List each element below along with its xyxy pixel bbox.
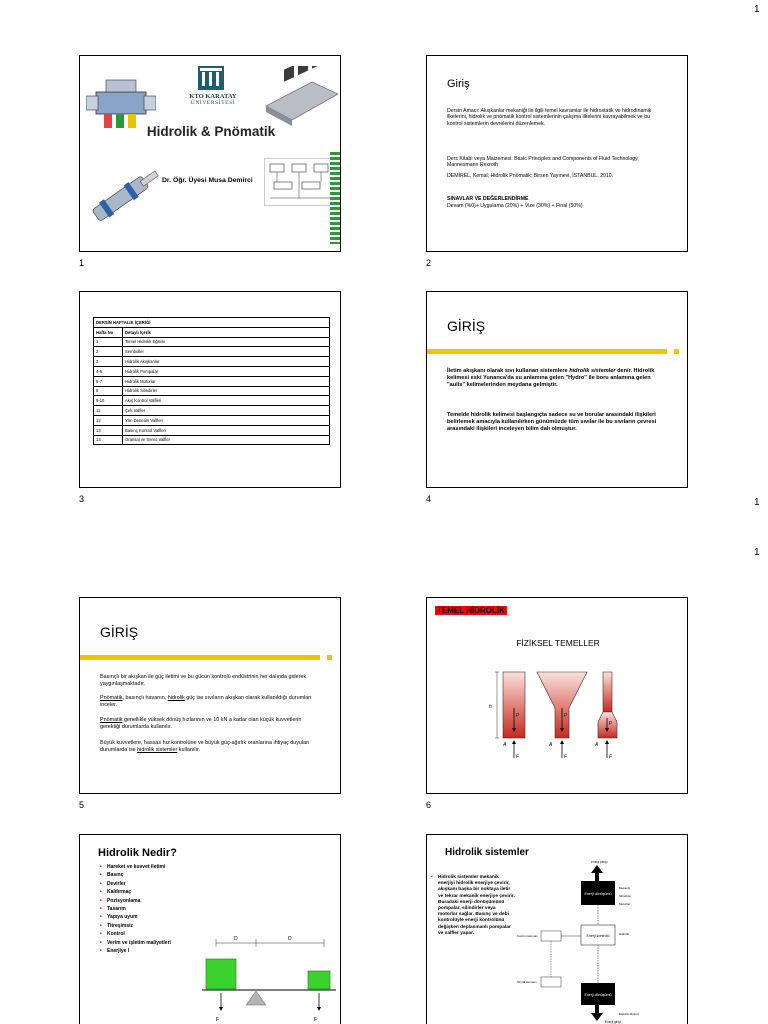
accent-dot [674,349,679,354]
paragraph-2: Pnömatik, basınçlı havanın, hidrolik güç ise sıvıların akışkan olarak kullanıldığı durumları inceler. [100,695,312,708]
list-item: • Basınç [100,871,220,879]
exam-text: Devam (%0)+ Uygulama (20%) + Vize (30%) + Final (50%) [447,203,583,209]
accent-bar [80,655,320,660]
slide-number: 3 [79,494,85,504]
force-label: F [516,754,520,760]
table-title: DERSİN HAFTALIK İÇERİĞİ [94,318,330,328]
pressure-label: p [516,712,519,718]
hydrostatic-paradox-figure [485,664,635,764]
pressure-label: p [609,720,612,726]
list-item: • Hidrolik sistemler mekanik enerjiyi hidrolik enerjiye çevirir, akışkanı başka bir noktaya iletir ve tekrar mekanik enerjiye çevirir. Buradaki enerji dönüşümünü pompalar, silindirler veya motorlar sağlar. Basınç ve debi kontrolüyle enerji kontrolünü değişken deplasmanlı pompalar ve valfler yapar. [431,875,515,937]
diagram-label: Enerji dönüşümü [584,993,612,997]
list-item: • Kontrol [100,930,220,938]
slide-number: 5 [79,800,85,810]
table-row: 13 Basınç Kontrol Valfleri [94,425,330,435]
accent-dot [327,655,332,660]
course-purpose: Dersin Amacı: Akışkanlar mekaniği ile ilgili temel kavramlar ile hidrostatik ve hidrodinamik ilkelerini, hidrolik ve pnömatik kontrol sistemlerinin çalışma ilkelerini kavrayabilmek ve bu kontrol sistemlerin devrelerini düzenlemek. [447,108,652,127]
slide-1[interactable] [79,55,341,252]
force-label: F [314,1017,318,1023]
force-label: F [216,1017,220,1023]
intro-paragraph-1: İletim akışkanı olarak sıvı kullanan sistemlere hidrolik sistemler denir. Hidrolik kelimesi eski Yunanca'da su anlamına gelen "Hydro" ile boru anlamına gelen "aulis" kelimelerinden meydana gelmiştir. [447,368,655,388]
circuit-diagram-image [264,158,336,206]
university-name-line1: KTO KARATAY [189,93,237,100]
table-row: 14 Oransal ve Servo Valfler [94,435,330,445]
paragraph-4: Büyük kuvvetlere, hassas hız kontrolüne ve büyük güç-ağırlık oranlarına ihtiyaç duyulan durumlarda ise hidrolik sistemler kullanılır. [100,740,310,753]
diagram-label: Elektrik Motoru [619,1012,640,1016]
diagram-label: Enerji kontrolü [586,934,610,938]
diagram-label: Enerji çıkışı [591,861,608,864]
list-item: • Titreşimsiz [100,922,220,930]
diagram-label: Hidrolik [619,932,630,936]
list-item: • Yapıya uyum [100,913,220,921]
slide-title: Hidrolik Nedir? [98,847,177,859]
university-name-line2: ÜNİVERSİTESİ [190,100,236,106]
slide-title: Giriş [447,78,470,90]
table-row: 12 Yön Denetim Valfleri [94,415,330,425]
distance-label: D [234,936,238,942]
slide-number: 6 [426,800,432,810]
cylinder-image [86,156,166,236]
list-item: • Tasarım [100,905,220,913]
table-row: 8 Hidrolik Silindirler [94,386,330,396]
weekly-content-table [93,317,330,445]
distance-label: D [288,936,292,942]
area-label: A [503,742,507,748]
slide-number: 2 [426,258,432,268]
table-row: 2 Semboller [94,347,330,357]
list-item: • Devirler [100,880,220,888]
diagram-label: Mekanik [619,886,631,890]
lever-figure [200,933,340,1024]
slide-title: Hidrolik & Pnömatik [146,124,276,139]
slide-title: Hidrolik sistemler [445,847,529,858]
slide-6[interactable] [426,597,688,794]
diagram-label: Enerji girişi [605,1020,621,1024]
list-item: • Pozisyonlama [100,897,220,905]
table-header: Detaylı İçerik [123,327,330,337]
accent-bar [427,349,667,354]
slide-number: 4 [426,494,432,504]
paragraph-3: Pnömatik genellikle yüksek dönüş hızlarının ve 10 kN a kadar olan küçük kuvvetlerin gerektiği durumlarda kullanılır. [100,717,302,730]
slide-2[interactable] [426,55,688,252]
section-tag: TEMEL HİDROLİK [437,606,505,615]
table-row: 3 Hidrolik Akışkanlar [94,357,330,367]
description-list [431,875,515,937]
decorative-stripe [330,152,340,244]
corner-mark: 1 [754,4,760,15]
slide-7[interactable] [79,834,341,1024]
paragraph-1: Basınçlı bir akışkan ile güç iletimi ve bu gücün kontrolü endüstrinin her dalında giderek yaygınlaşmaktadır. [100,674,307,687]
diagram-label: Enerji dönüşümü [584,892,612,896]
height-label: h [489,704,492,710]
table-row: 1 Temel Hidrolik Eğitimi [94,337,330,347]
pressure-label: p [564,712,567,718]
valve-manifold-image [262,66,340,128]
list-item: • Kaldırmaç [100,888,220,896]
diagram-label: Motorlar [619,902,631,906]
force-label: F [609,754,613,760]
force-label: F [564,754,568,760]
corner-mark: 1 [754,547,760,558]
table-row: 11 Çek Valfler [94,406,330,416]
diagram-label: Kontrol elemanı [517,934,539,938]
slide-8[interactable] [426,834,688,1024]
list-item: • Enerjiye I [100,947,220,955]
course-materials: Ders Kitabı veya Malzemesi: Basic Principles and Components of Fluid Technology, Mannesmann Rexroth [447,156,639,169]
table-header: Hafta No [94,327,123,337]
list-item: • Verim ve işletim maliyetleri [100,939,220,947]
diagram-label: Sinyal elemanı [517,980,537,984]
slide-title: GİRİŞ [100,624,139,640]
energy-flow-diagram [515,861,687,1024]
exam-title: SINAVLAR VE DEĞERLENDİRME [447,196,529,202]
slide-3[interactable] [79,291,341,488]
diagram-label: Silindirler [619,894,632,898]
intro-paragraph-2: Temelde hidrolik kelimesi başlangıçta sadece su ve borular arasındaki ilişkileri belirlemek amacıyla kullanılırken günümüzde tüm sıvılar ile bu sıvıların çevresi arasındaki ilişkileri inceleyen bilim dalı olmuştur. [447,412,657,432]
course-materials-2: DEMİREL, Kemal; Hidrolik Pnömatik; Birsen Yayınevi, İSTANBUL, 2010. [447,173,614,179]
corner-mark: 1 [754,497,760,508]
table-row: 9-10 Akış Kontrol Valfleri [94,396,330,406]
slide-number: 1 [79,258,85,268]
list-item: • Hareket ve kuvvet iletimi [100,863,220,871]
university-logo [196,64,226,92]
area-label: A [595,742,599,748]
slide-5[interactable] [79,597,341,794]
slide-4[interactable] [426,291,688,488]
area-label: A [549,742,553,748]
slide-title: FİZİKSEL TEMELLER [516,638,600,648]
table-row: 6-7 Hidrolik Motorlar [94,376,330,386]
table-row: 4-5 Hidrolik Pompalar [94,366,330,376]
slide-title: GİRİŞ [447,318,486,334]
author: Dr. Öğr. Üyesi Musa Demirci [162,177,253,184]
